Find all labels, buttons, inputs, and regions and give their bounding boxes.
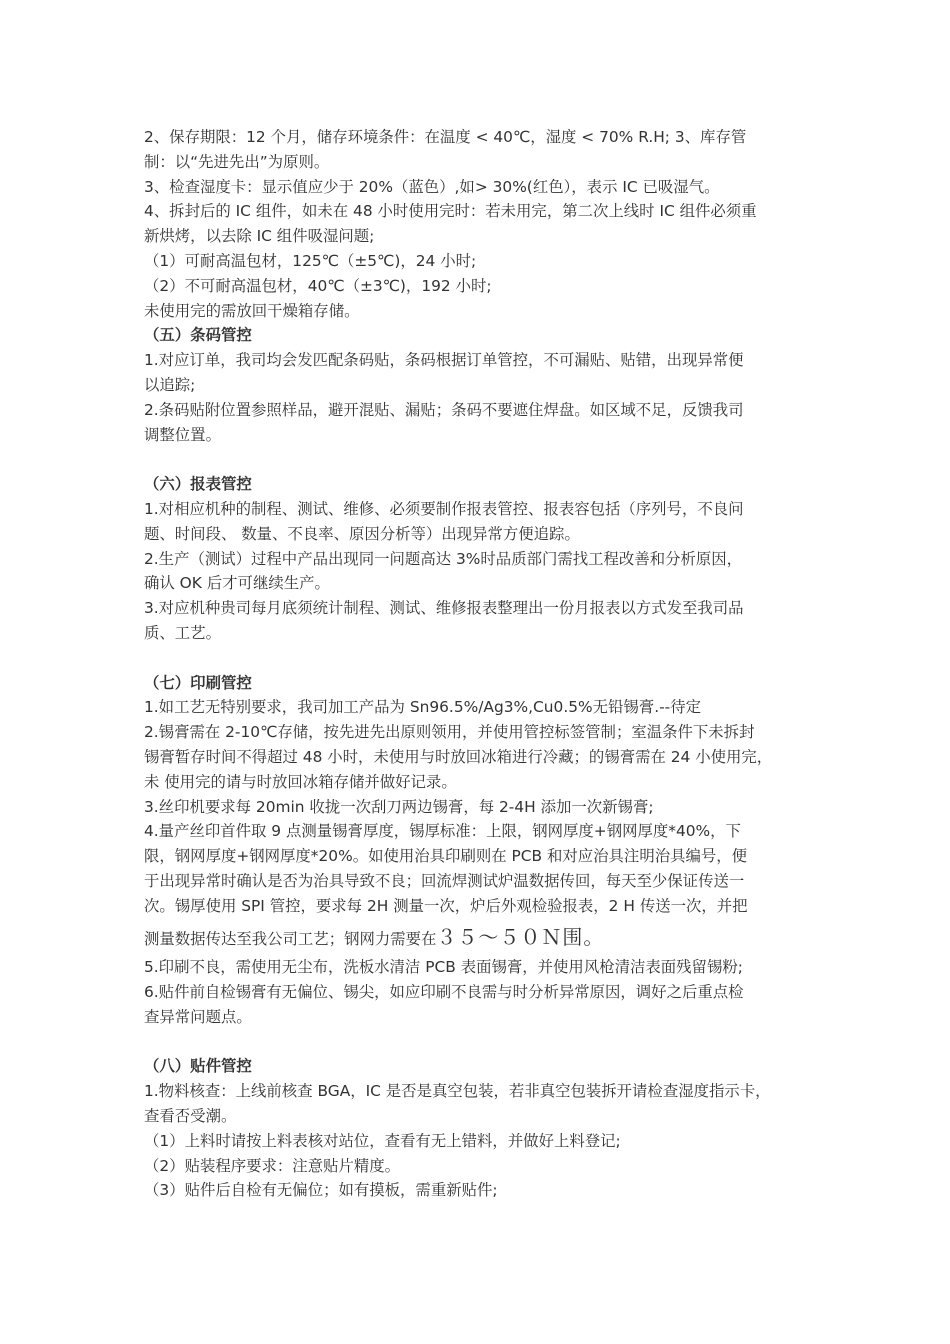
text-line: 1.对相应机种的制程、测试、维修、必须要制作报表管控、报表容包括（序列号，不良问 xyxy=(144,499,744,518)
spacer xyxy=(144,447,824,472)
document-page xyxy=(144,125,824,1203)
text-line: 4.量产丝印首件取 9 点测量锡膏厚度，锡厚标准：上限，钢网厚度+钢网厚度*40%，下 xyxy=(144,822,741,841)
section-heading: （七）印刷管控 xyxy=(144,673,252,692)
text-line-with-large-numbers xyxy=(144,925,824,952)
section-heading: （五）条码管控 xyxy=(144,326,252,345)
text-line: 6.贴件前自检锡膏有无偏位、锡尖，如应印刷不良需与时分析异常原因，调好之后重点检 xyxy=(144,983,744,1002)
text-line: 2.生产（测试）过程中产品出现同一问题高达 3%时品质部门需找工程改善和分析原因， xyxy=(144,549,743,568)
text-line: 制：以“先进先出”为原则。 xyxy=(144,152,330,171)
text-line: 未使用完的需放回干燥箱存储。 xyxy=(144,301,360,320)
text-span: 测量数据传达至我公司工艺；钢网力需要在 xyxy=(144,929,437,948)
text-line: 4、拆封后的 IC 组件，如未在 48 小时使用完时：若未用完，第二次上线时 IC 组件必须重 xyxy=(144,202,757,221)
text-line: （1）可耐高温包材，125℃（±5℃)，24 小时; xyxy=(144,251,477,270)
section-heading: （六）报表管控 xyxy=(144,475,252,494)
text-line: 限，钢网厚度+钢网厚度*20%。如使用治具印刷则在 PCB 和对应治具注明治具编号，便 xyxy=(144,847,748,866)
text-line: 1.物料核查：上线前核查 BGA，IC 是否是真空包装，若非真空包装拆开请检查湿度指示卡， xyxy=(144,1082,771,1101)
spacer xyxy=(144,1030,824,1055)
text-line: （2）不可耐高温包材，40℃（±3℃)，192 小时; xyxy=(144,276,492,295)
text-line: 2.锡膏需在 2-10℃存储，按先进先出原则领用，并使用管控标签管制；室温条件下未拆封 xyxy=(144,723,755,742)
text-line: 确认 OK 后才可继续生产。 xyxy=(144,574,330,593)
text-line: （1）上料时请按上料表核对站位，查看有无上错料，并做好上料登记; xyxy=(144,1131,621,1150)
text-line: （3）贴件后自检有无偏位；如有摸板，需重新贴件; xyxy=(144,1181,498,1200)
text-line: 2.条码贴附位置参照样品，避开混贴、漏贴；条码不要遮住焊盘。如区域不足，反馈我司 xyxy=(144,400,744,419)
text-line: 调整位置。 xyxy=(144,425,221,444)
text-line: 新烘烤，以去除 IC 组件吸湿问题; xyxy=(144,227,375,246)
text-line: 题、时间段、 数量、不良率、原因分析等）出现异常方便追踪。 xyxy=(144,524,580,543)
text-line: 1.对应订单，我司均会发匹配条码贴，条码根据订单管控，不可漏贴、贴错，出现异常便 xyxy=(144,351,744,370)
text-line: 未 使用完的请与时放回冰箱存储并做好记录。 xyxy=(144,772,457,791)
text-line: 于出现异常时确认是否为治具导致不良；回流焊测试炉温数据传回，每天至少保证传送一 xyxy=(144,871,745,890)
section-heading: （八）贴件管控 xyxy=(144,1057,252,1076)
text-line: 3.对应机种贵司每月底须统计制程、测试、维修报表整理出一份月报表以方式发至我司品 xyxy=(144,599,744,618)
spacer xyxy=(144,646,824,671)
text-line: 3.丝印机要求每 20min 收拢一次刮刀两边锡膏，每 2-4H 添加一次新锡膏; xyxy=(144,797,654,816)
text-line: 3、检查湿度卡：显示值应少于 20%（蓝色）,如> 30%(红色），表示 IC 已吸湿气。 xyxy=(144,177,720,196)
text-line: 1.如工艺无特别要求，我司加工产品为 Sn96.5%/Ag3%,Cu0.5%无铅锡膏.--待定 xyxy=(144,698,701,717)
text-line: （2）贴装程序要求：注意贴片精度。 xyxy=(144,1156,401,1175)
text-line: 2、保存期限：12 个月，储存环境条件：在温度 < 40℃，湿度 < 70% R.H; 3、库存管 xyxy=(144,128,747,146)
text-line: 以追踪; xyxy=(144,375,196,394)
text-line: 锡膏暂存时间不得超过 48 小时，未使用与时放回冰箱进行冷藏；的锡膏需在 24 小使用完， xyxy=(144,747,773,766)
text-line: 查看否受潮。 xyxy=(144,1107,237,1126)
large-range-span: ３５～５０Ｎ围。 xyxy=(436,924,605,949)
text-line: 查异常问题点。 xyxy=(144,1007,252,1026)
text-line: 质、工艺。 xyxy=(144,623,221,642)
text-line: 5.印刷不良，需使用无尘布，洗板水清洁 PCB 表面锡膏，并使用风枪清洁表面残留锡粉; xyxy=(144,958,743,977)
text-line: 次。锡厚使用 SPI 管控，要求每 2H 测量一次，炉后外观检验报表，2 H 传送一次，并把 xyxy=(144,896,748,915)
